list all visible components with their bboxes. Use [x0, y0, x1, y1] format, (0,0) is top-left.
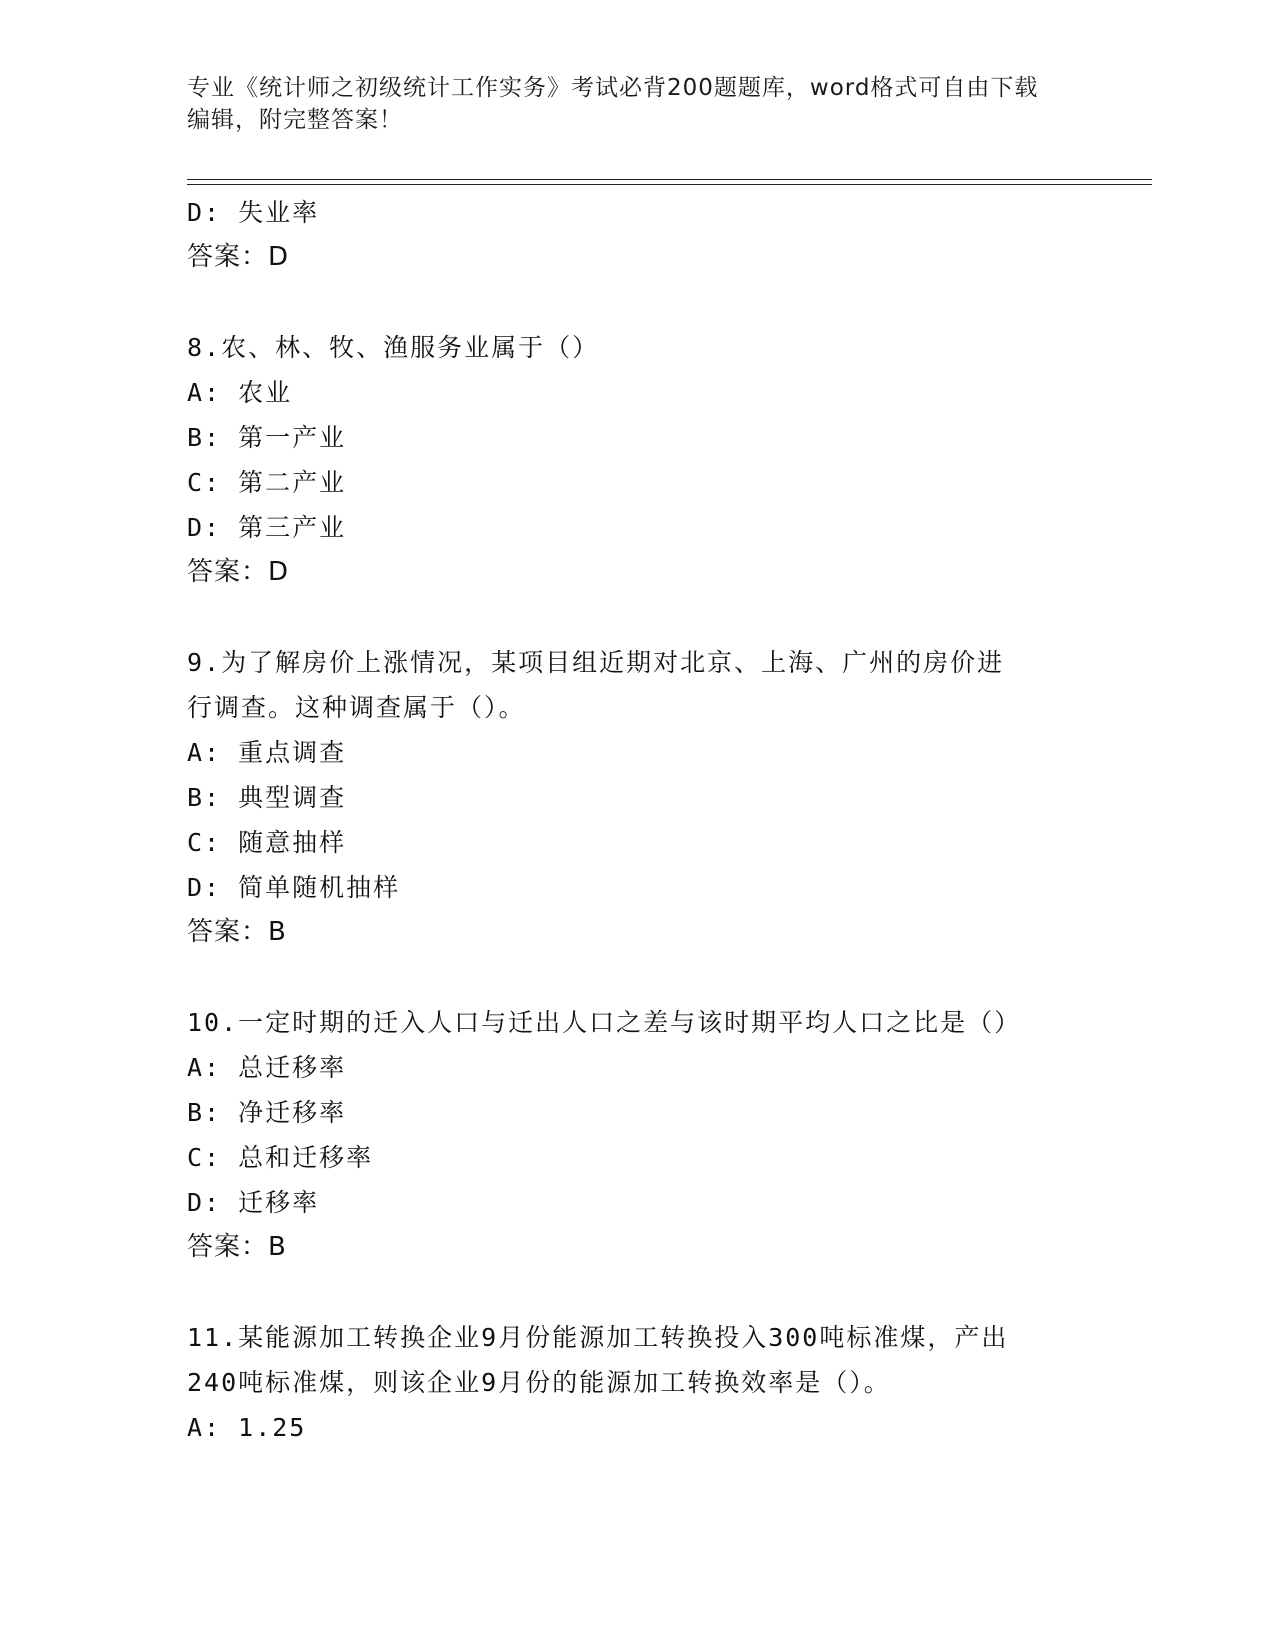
option-d: D: 简单随机抽样 [187, 873, 401, 902]
option-b: B: 典型调查 [187, 783, 347, 812]
option-d: D: 迁移率 [187, 1188, 320, 1217]
question-10 [187, 1000, 1087, 1270]
option-b: B: 净迁移率 [187, 1098, 347, 1127]
option-d: D: 第三产业 [187, 513, 347, 542]
question-text: 9.为了解房价上涨情况，某项目组近期对北京、上海、广州的房价进 [187, 648, 1005, 677]
question-content [187, 190, 1087, 1450]
option-c: C: 总和迁移率 [187, 1143, 374, 1172]
answer-line: 答案：D [187, 242, 290, 272]
header-line-2: 编辑，附完整答案！ [187, 107, 403, 133]
option-c: C: 随意抽样 [187, 828, 347, 857]
question-fragment [187, 190, 1087, 280]
spacer [187, 1270, 1087, 1315]
option-b: B: 第一产业 [187, 423, 347, 452]
answer-line: 答案：D [187, 557, 290, 587]
question-9 [187, 640, 1087, 955]
option-d: D: 失业率 [187, 198, 320, 227]
header-divider-bottom [187, 184, 1152, 185]
answer-line: 答案：B [187, 1232, 287, 1262]
question-text: 11.某能源加工转换企业9月份能源加工转换投入300吨标准煤，产出 [187, 1323, 1009, 1352]
question-text: 10.一定时期的迁入人口与迁出人口之差与该时期平均人口之比是（） [187, 1008, 1022, 1037]
question-text-continued: 行调查。这种调查属于（）。 [187, 693, 526, 722]
spacer [187, 955, 1087, 1000]
answer-line: 答案：B [187, 917, 287, 947]
question-11 [187, 1315, 1087, 1450]
option-a: A: 1.25 [187, 1413, 307, 1442]
option-a: A: 农业 [187, 378, 293, 407]
spacer [187, 280, 1087, 325]
header-line-1: 专业《统计师之初级统计工作实务》考试必背200题题库，word格式可自由下载 [187, 75, 1039, 101]
document-header [187, 72, 1067, 136]
option-a: A: 总迁移率 [187, 1053, 347, 1082]
option-c: C: 第二产业 [187, 468, 347, 497]
spacer [187, 595, 1087, 640]
question-text-continued: 240吨标准煤，则该企业9月份的能源加工转换效率是（）。 [187, 1368, 891, 1397]
question-8 [187, 325, 1087, 595]
header-divider-top [187, 179, 1152, 180]
question-text: 8.农、林、牧、渔服务业属于（） [187, 333, 600, 362]
option-a: A: 重点调查 [187, 738, 347, 767]
